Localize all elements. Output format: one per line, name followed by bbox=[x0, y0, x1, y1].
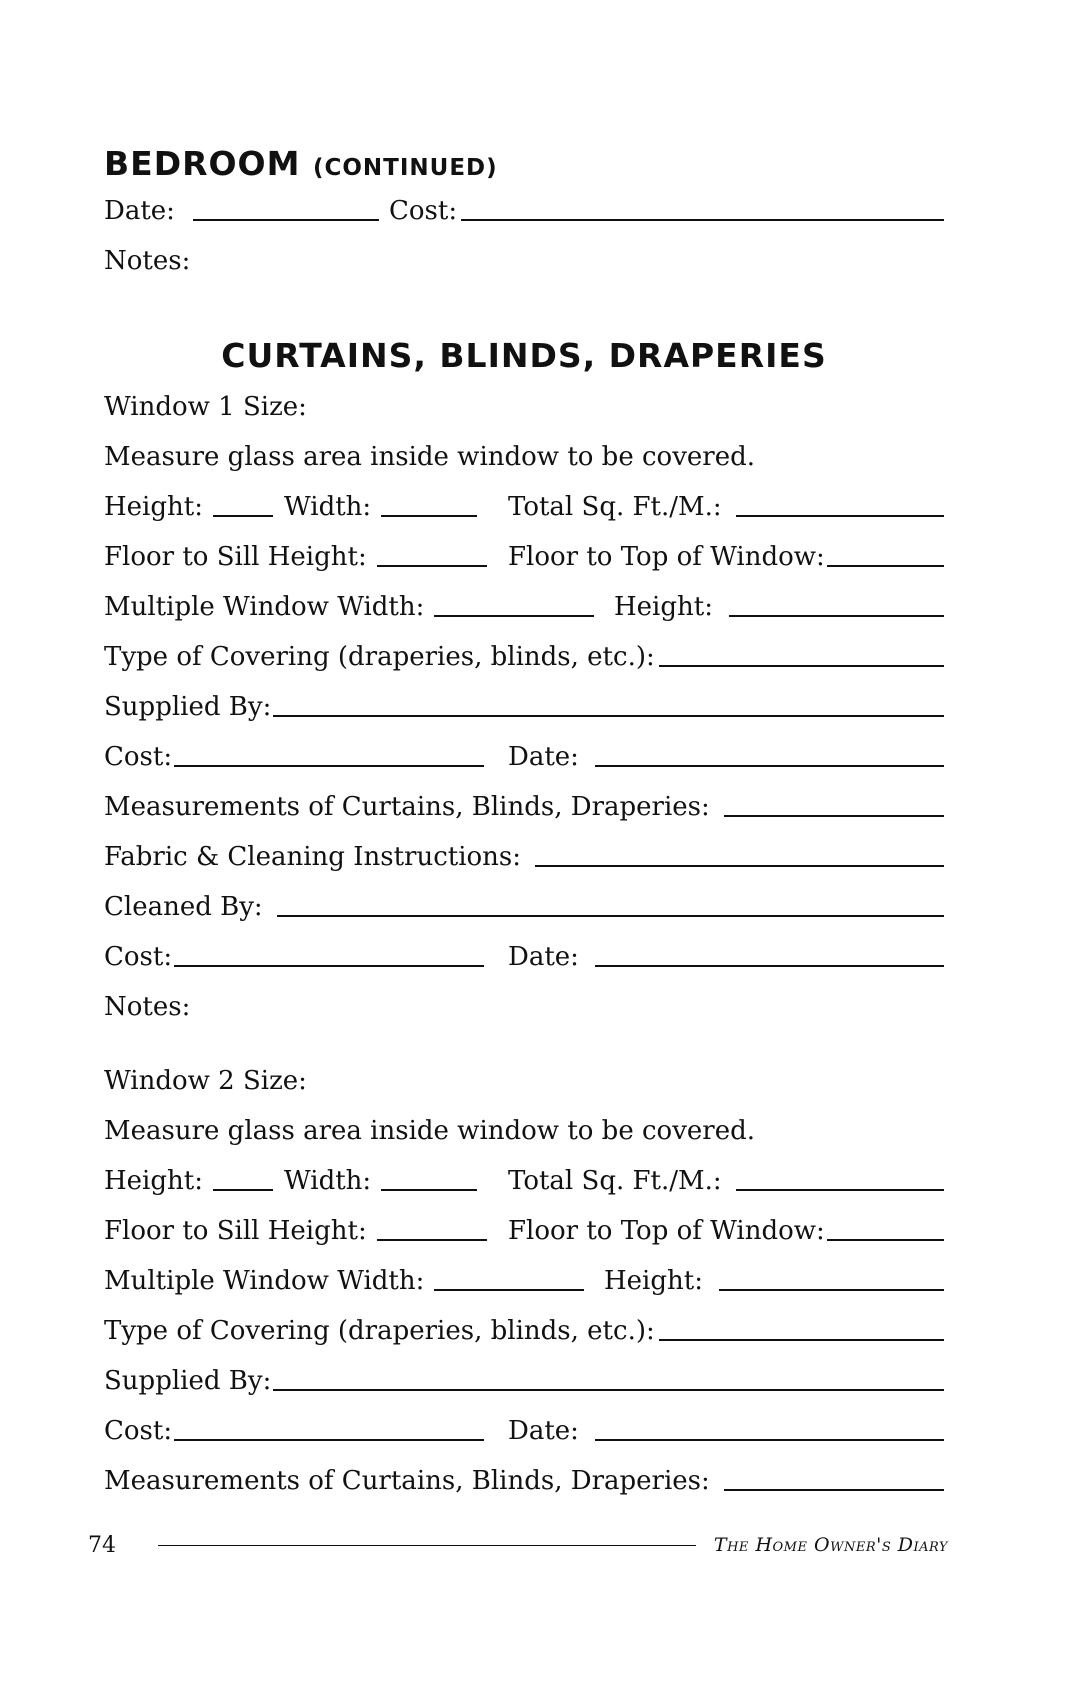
window2-size-row bbox=[104, 1062, 944, 1096]
window1-cost2-label: Cost: bbox=[104, 942, 173, 972]
window1-floor-sill-field[interactable] bbox=[377, 565, 487, 567]
window1-multiple-row bbox=[104, 588, 944, 622]
bedroom-title: BEDROOM bbox=[104, 144, 301, 183]
footer-rule bbox=[158, 1545, 696, 1546]
bedroom-date-label: Date: bbox=[104, 196, 175, 226]
window1-fabric-field[interactable] bbox=[535, 865, 944, 867]
window1-measurements-field[interactable] bbox=[724, 815, 944, 817]
window2-floor-sill-label: Floor to Sill Height: bbox=[104, 1216, 367, 1246]
bedroom-notes-label: Notes: bbox=[104, 246, 191, 276]
window2-date-field[interactable] bbox=[595, 1439, 944, 1441]
window2-size-label: Window 2 Size: bbox=[104, 1066, 307, 1096]
page-footer bbox=[88, 1530, 948, 1560]
window2-measurements-field[interactable] bbox=[724, 1489, 944, 1491]
window2-multiple-width-label: Multiple Window Width: bbox=[104, 1266, 425, 1296]
window2-multiple-row bbox=[104, 1262, 944, 1296]
window2-covering-row bbox=[104, 1312, 944, 1346]
window2-total-field[interactable] bbox=[736, 1189, 944, 1191]
window1-total-label: Total Sq. Ft./M.: bbox=[508, 492, 722, 522]
window1-multiple-width-field[interactable] bbox=[434, 615, 594, 617]
window1-dimensions-row bbox=[104, 488, 944, 522]
window2-dimensions-row bbox=[104, 1162, 944, 1196]
window1-cost-date-row bbox=[104, 738, 944, 772]
window1-fabric-row bbox=[104, 838, 944, 872]
continued-label: (CONTINUED) bbox=[312, 155, 498, 181]
window2-height-label: Height: bbox=[104, 1166, 203, 1196]
window1-covering-field[interactable] bbox=[659, 665, 944, 667]
window2-width-field[interactable] bbox=[381, 1189, 477, 1191]
window1-cost2-field[interactable] bbox=[174, 965, 484, 967]
window1-measurements-row bbox=[104, 788, 944, 822]
window1-date-label: Date: bbox=[508, 742, 579, 772]
window1-floor-sill-label: Floor to Sill Height: bbox=[104, 542, 367, 572]
window1-size-label: Window 1 Size: bbox=[104, 392, 307, 422]
bedroom-heading bbox=[104, 144, 498, 183]
window1-cost2-date2-row bbox=[104, 938, 944, 972]
window1-notes-label: Notes: bbox=[104, 992, 191, 1022]
window1-supplied-row bbox=[104, 688, 944, 722]
window1-height-label: Height: bbox=[104, 492, 203, 522]
window2-covering-field[interactable] bbox=[659, 1339, 944, 1341]
window2-cost-label: Cost: bbox=[104, 1416, 173, 1446]
window1-measure-row bbox=[104, 438, 944, 472]
bedroom-cost-label: Cost: bbox=[389, 196, 458, 226]
window1-cleaned-label: Cleaned By: bbox=[104, 892, 263, 922]
section-title: CURTAINS, BLINDS, DRAPERIES bbox=[221, 336, 827, 375]
bedroom-cost-field[interactable] bbox=[461, 219, 944, 221]
window1-multiple-height-label: Height: bbox=[614, 592, 713, 622]
bedroom-notes-row bbox=[104, 242, 944, 276]
window1-floor-row bbox=[104, 538, 944, 572]
window1-cost-label: Cost: bbox=[104, 742, 173, 772]
window2-total-label: Total Sq. Ft./M.: bbox=[508, 1166, 722, 1196]
window1-date-field[interactable] bbox=[595, 765, 944, 767]
window1-cost-field[interactable] bbox=[174, 765, 484, 767]
window1-cleaned-field[interactable] bbox=[277, 915, 944, 917]
window1-floor-top-label: Floor to Top of Window: bbox=[508, 542, 825, 572]
window2-multiple-height-label: Height: bbox=[604, 1266, 703, 1296]
window2-measurements-label: Measurements of Curtains, Blinds, Draperies: bbox=[104, 1466, 710, 1496]
page-number: 74 bbox=[88, 1532, 116, 1558]
window1-notes-row bbox=[104, 988, 944, 1022]
window1-multiple-height-field[interactable] bbox=[729, 615, 944, 617]
window1-multiple-width-label: Multiple Window Width: bbox=[104, 592, 425, 622]
window2-multiple-width-field[interactable] bbox=[434, 1289, 584, 1291]
window2-width-label: Width: bbox=[284, 1166, 372, 1196]
bedroom-date-cost-row bbox=[104, 192, 944, 226]
window1-date2-field[interactable] bbox=[595, 965, 944, 967]
book-title: The Home Owner's Diary bbox=[713, 1534, 948, 1556]
window2-date-label: Date: bbox=[508, 1416, 579, 1446]
window2-measure-text: Measure glass area inside window to be covered. bbox=[104, 1116, 755, 1146]
window1-floor-top-field[interactable] bbox=[827, 565, 944, 567]
window2-supplied-label: Supplied By: bbox=[104, 1366, 272, 1396]
window2-multiple-height-field[interactable] bbox=[719, 1289, 944, 1291]
window2-floor-row bbox=[104, 1212, 944, 1246]
window1-measure-text: Measure glass area inside window to be covered. bbox=[104, 442, 755, 472]
window1-width-field[interactable] bbox=[381, 515, 477, 517]
window1-covering-row bbox=[104, 638, 944, 672]
window1-supplied-label: Supplied By: bbox=[104, 692, 272, 722]
window1-fabric-label: Fabric & Cleaning Instructions: bbox=[104, 842, 522, 872]
window2-floor-sill-field[interactable] bbox=[377, 1239, 487, 1241]
window1-date2-label: Date: bbox=[508, 942, 579, 972]
window2-supplied-row bbox=[104, 1362, 944, 1396]
window1-covering-label: Type of Covering (draperies, blinds, etc.): bbox=[104, 642, 655, 672]
window1-supplied-field[interactable] bbox=[273, 715, 944, 717]
window2-supplied-field[interactable] bbox=[273, 1389, 944, 1391]
window2-measurements-row bbox=[104, 1462, 944, 1496]
window1-measurements-label: Measurements of Curtains, Blinds, Draperies: bbox=[104, 792, 710, 822]
window2-covering-label: Type of Covering (draperies, blinds, etc.): bbox=[104, 1316, 655, 1346]
window2-height-field[interactable] bbox=[213, 1189, 273, 1191]
window1-total-field[interactable] bbox=[736, 515, 944, 517]
window1-cleaned-row bbox=[104, 888, 944, 922]
bedroom-date-field[interactable] bbox=[193, 219, 379, 221]
window2-floor-top-label: Floor to Top of Window: bbox=[508, 1216, 825, 1246]
window1-size-row bbox=[104, 388, 944, 422]
window2-measure-row bbox=[104, 1112, 944, 1146]
window1-width-label: Width: bbox=[284, 492, 372, 522]
window2-cost-date-row bbox=[104, 1412, 944, 1446]
window1-height-field[interactable] bbox=[213, 515, 273, 517]
window2-floor-top-field[interactable] bbox=[827, 1239, 944, 1241]
window2-cost-field[interactable] bbox=[174, 1439, 484, 1441]
